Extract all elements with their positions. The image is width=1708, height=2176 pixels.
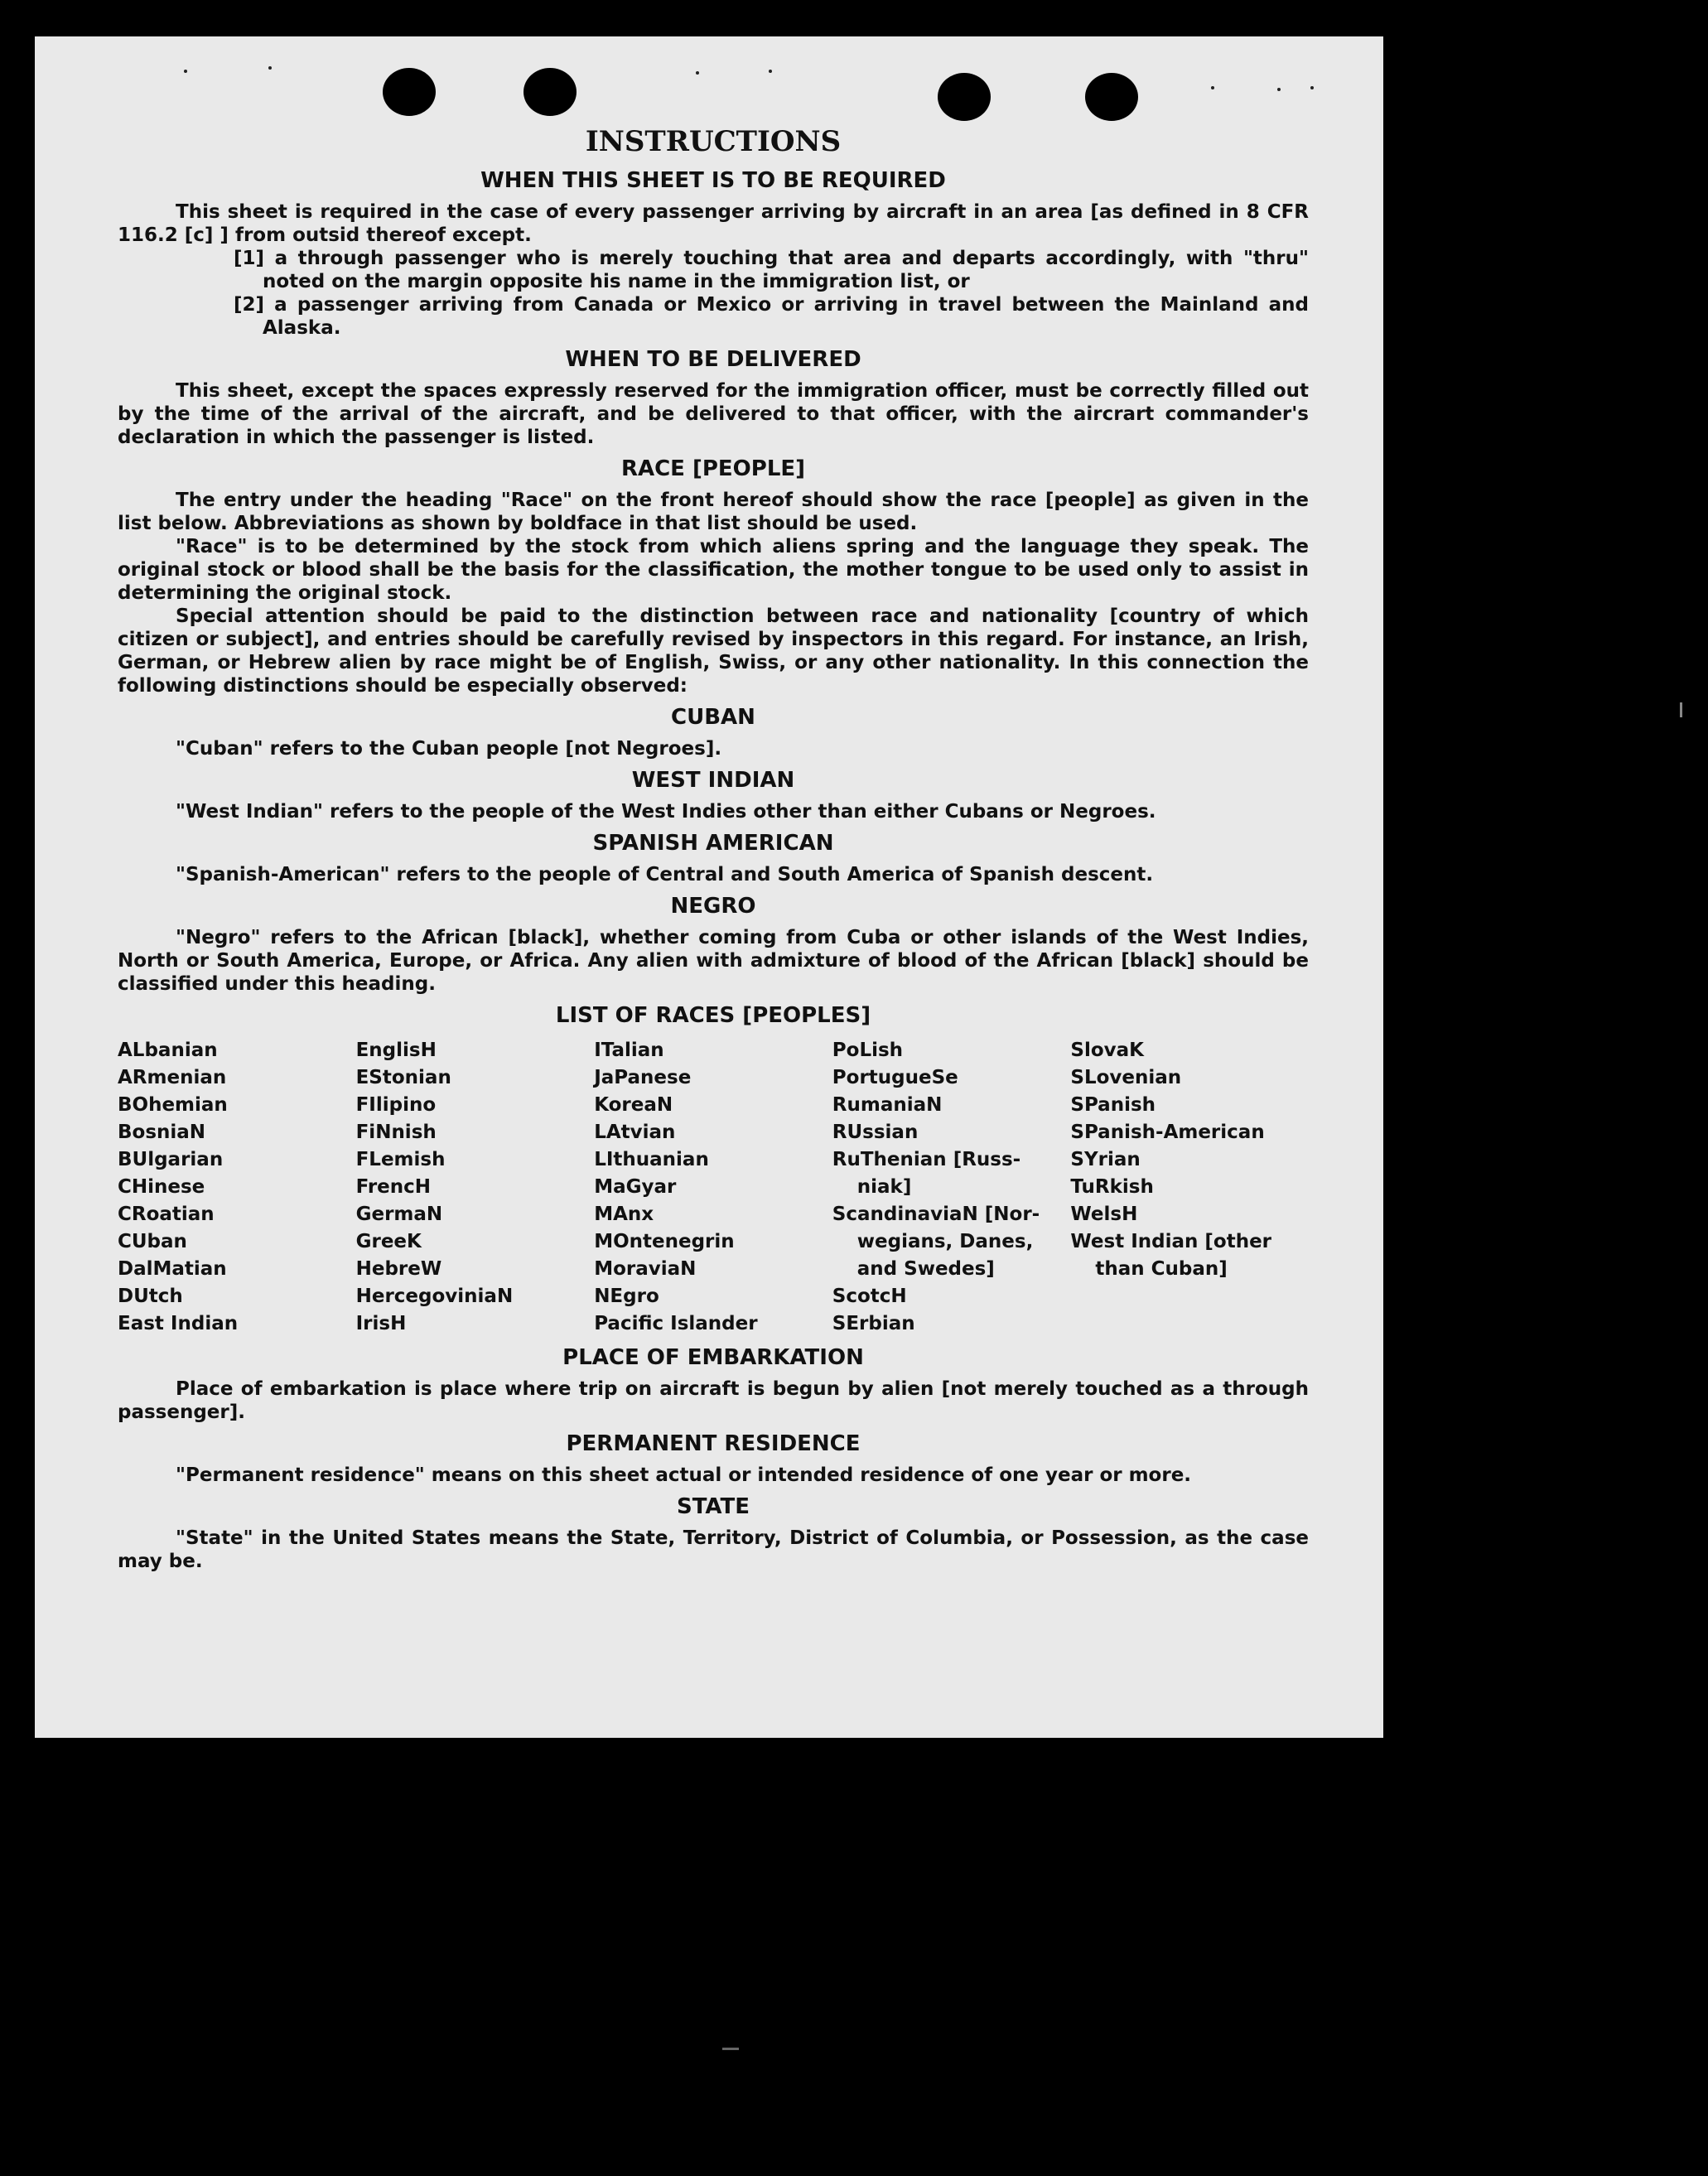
race-entry: GermaN: [355, 1204, 443, 1225]
race-entry: LIthuanian: [594, 1149, 709, 1170]
when-required-heading: WHEN THIS SHEET IS TO BE REQUIRED: [480, 168, 946, 193]
speck: [1277, 88, 1281, 91]
races-list: [118, 1037, 1309, 1338]
punch-hole: [523, 68, 577, 116]
cuban-heading: CUBAN: [671, 705, 755, 730]
state-text: "State" in the United States means the State, Territory, District of Columbia, or Possession, as the case may be.: [118, 1527, 1309, 1572]
page-title: INSTRUCTIONS: [585, 125, 842, 158]
race-entry: ScotcH: [832, 1286, 907, 1307]
races-column-5: [1070, 1037, 1309, 1338]
speck: [769, 70, 772, 73]
race-entry: SPanish-American: [1070, 1122, 1265, 1143]
race-entry: SlovaK: [1070, 1040, 1144, 1061]
scan-mark: [1680, 702, 1682, 717]
races-column-2: [356, 1037, 595, 1338]
scan-mark: [722, 2048, 739, 2050]
spanish-american-text: "Spanish-American" refers to the people of Central and South America of Spanish descent.: [176, 864, 1154, 885]
race-paragraph-3: Special attention should be paid to the distinction between race and nationality [country of which citizen or subject], and entries should be carefully revised by inspectors in this regard. For instance, an Irish, German, or Hebrew alien by race might be of English, Swiss, or any other nationality. In this connection the following distinctions should be especially observed:: [118, 606, 1309, 697]
race-entry: BosniaN: [118, 1122, 206, 1143]
negro-heading: NEGRO: [670, 894, 756, 919]
speck: [184, 70, 187, 73]
race-entry: IrisH: [355, 1313, 407, 1334]
race-entry: PoLish: [832, 1040, 904, 1061]
race-entry: ScandinaviaN [Nor-: [832, 1204, 1040, 1225]
race-entry: DalMatian: [118, 1258, 227, 1280]
race-entry: ITalian: [594, 1040, 664, 1061]
speck: [1211, 86, 1214, 89]
race-entry: HebreW: [355, 1258, 442, 1280]
race-entry-continuation: and Swedes]: [856, 1258, 995, 1280]
race-entry: WelsH: [1070, 1204, 1138, 1225]
race-entry: KoreaN: [594, 1094, 673, 1116]
embarkation-heading: PLACE OF EMBARKATION: [562, 1345, 864, 1370]
race-paragraph-2: "Race" is to be determined by the stock from which aliens spring and the language they speak. The original stock or blood shall be the basis for the classification, the mother tongue to be used only to assist in determining the original stock.: [118, 536, 1309, 604]
when-required-intro: This sheet is required in the case of every passenger arriving by aircraft in an area [as defined in 8 CFR 116.2 [c] ] from outsid thereof except.: [118, 201, 1309, 246]
race-entry: JaPanese: [594, 1067, 692, 1088]
race-entry-continuation: niak]: [856, 1176, 912, 1198]
speck: [268, 66, 272, 70]
when-delivered-heading: WHEN TO BE DELIVERED: [565, 347, 861, 372]
race-entry: RumaniaN: [832, 1094, 943, 1116]
negro-text: "Negro" refers to the African [black], whether coming from Cuba or other islands of the West Indies, North or South America, Europe, or Africa. Any alien with admixture of blood of the African [black] should be classified under this heading.: [118, 927, 1309, 995]
punch-hole: [938, 73, 991, 121]
document-page: [35, 36, 1383, 1738]
race-entry: RuThenian [Russ-: [832, 1149, 1021, 1170]
speck: [696, 71, 699, 75]
race-entry: MOntenegrin: [594, 1231, 735, 1252]
race-entry: BUlgarian: [118, 1149, 224, 1170]
race-entry: SPanish: [1070, 1094, 1156, 1116]
cuban-text: "Cuban" refers to the Cuban people [not Negroes].: [176, 738, 722, 760]
west-indian-text: "West Indian" refers to the people of the West Indies other than either Cubans or Negroes.: [176, 801, 1156, 823]
race-entry: CHinese: [118, 1176, 205, 1198]
race-entry: DUtch: [118, 1286, 183, 1307]
exception-1: [1] a through passenger who is merely touching that area and departs accordingly, with "thru" noted on the margin opposite his name in the immigration list, or: [234, 248, 1309, 292]
race-entry: SLovenian: [1070, 1067, 1182, 1088]
race-entry: West Indian [other: [1070, 1231, 1272, 1252]
race-entry: TuRkish: [1070, 1176, 1154, 1198]
race-entry: BOhemian: [118, 1094, 228, 1116]
race-entry: SErbian: [832, 1313, 915, 1334]
race-entry: FiNnish: [355, 1122, 437, 1143]
embarkation-text: Place of embarkation is place where trip on aircraft is begun by alien [not merely touched as a through passenger].: [118, 1378, 1309, 1423]
race-entry: ARmenian: [118, 1067, 227, 1088]
race-entry: Pacific Islander: [594, 1313, 758, 1334]
instructions-content: [118, 124, 1309, 1573]
punch-hole: [383, 68, 436, 116]
race-entry: FrencH: [355, 1176, 432, 1198]
race-entry: ALbanian: [118, 1040, 218, 1061]
exception-2: [2] a passenger arriving from Canada or Mexico or arriving in travel between the Mainland and Alaska.: [234, 294, 1309, 339]
race-entry: FLemish: [355, 1149, 446, 1170]
race-entry: NEgro: [594, 1286, 659, 1307]
race-entry: MoraviaN: [594, 1258, 697, 1280]
list-of-races-heading: LIST OF RACES [PEOPLES]: [555, 1003, 871, 1028]
race-entry: SYrian: [1070, 1149, 1141, 1170]
race-entry: GreeK: [355, 1231, 422, 1252]
when-delivered-text: This sheet, except the spaces expressly reserved for the immigration officer, must be correctly filled out by the time of the arrival of the aircraft, and be delivered to that officer, with the aircrart commander's declaration in which the passenger is listed.: [118, 380, 1309, 448]
races-column-4: [832, 1037, 1071, 1338]
race-entry: CRoatian: [118, 1204, 215, 1225]
race-entry: RUssian: [832, 1122, 919, 1143]
race-entry-continuation: than Cuban]: [1095, 1258, 1228, 1280]
race-entry: FIlipino: [355, 1094, 437, 1116]
races-column-3: [594, 1037, 832, 1338]
race-entry: PortugueSe: [832, 1067, 958, 1088]
state-heading: STATE: [676, 1494, 750, 1519]
races-column-1: [118, 1037, 356, 1338]
race-entry-continuation: wegians, Danes,: [856, 1231, 1034, 1252]
race-entry: CUban: [118, 1231, 187, 1252]
spanish-american-heading: SPANISH AMERICAN: [592, 831, 834, 856]
punch-hole: [1085, 73, 1138, 121]
race-heading: RACE [PEOPLE]: [620, 456, 806, 481]
race-paragraph-1: The entry under the heading "Race" on the front hereof should show the race [people] as given in the list below. Abbreviations as shown by boldface in that list should be used.: [118, 490, 1309, 534]
speck: [1310, 86, 1314, 89]
race-entry: MaGyar: [594, 1176, 677, 1198]
race-entry: EnglisH: [355, 1040, 437, 1061]
race-entry: EStonian: [355, 1067, 451, 1088]
race-entry: LAtvian: [594, 1122, 676, 1143]
west-indian-heading: WEST INDIAN: [631, 768, 795, 793]
residence-text: "Permanent residence" means on this sheet actual or intended residence of one year or more.: [176, 1464, 1192, 1486]
race-entry: HercegoviniaN: [355, 1286, 514, 1307]
residence-heading: PERMANENT RESIDENCE: [566, 1431, 861, 1456]
race-entry: MAnx: [594, 1204, 654, 1225]
race-entry: East Indian: [118, 1313, 239, 1334]
